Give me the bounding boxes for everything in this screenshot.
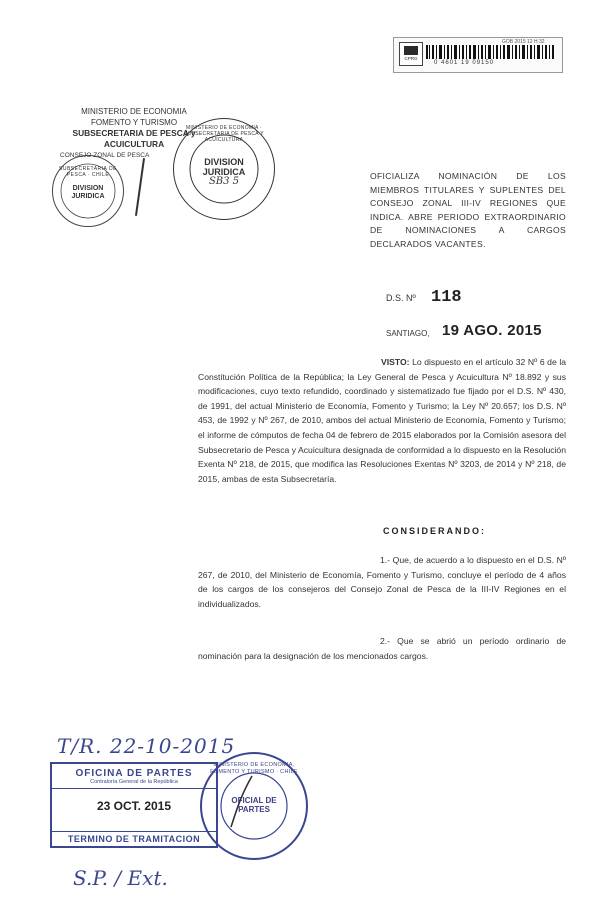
stamp-oficina-footer: TERMINO DE TRAMITACION: [52, 831, 216, 846]
stamp-center-ring-text: MINISTERIO DE ECONOMIA · SUBSECRETARIA DE PESCA Y ACUICULTURA: [184, 125, 264, 143]
stamp-center-handwritten: SB3 5: [208, 176, 240, 187]
subsecretaria-name: SUBSECRETARIA DE PESCA y ACUICULTURA: [72, 128, 196, 149]
barcode-logo: [399, 42, 423, 66]
visto-text: Lo dispuesto en el artículo 32 Nº 6 de la Constitución Política de la República; la Ley General de Pesca y Acuicultura Nº 18.892 y sus modificaciones, cuyo texto refundido, coordinado y sistematizado fue fijado por el D.S. Nº 430, de 1991, del actual Ministerio de Economía, Fomento y Turismo; la Ley Nº 20.657; los D.S. Nº 453, de 1992 y Nº 267, de 2010, ambos del actual Ministerio de Economía, Fomento y Turismo; el informe de cómputos de fecha 04 de febrero de 2015 elaborados por la Comisión asesora del Subsecretario de Pesca y Acuicultura designada de conformidad a lo dispuesto en la Resolución Exenta Nº 218, de 2015, que modifica las Resoluciones Exentas Nº 3203, de 2014 y Nº 218, de 2015, ambas de esta Subsecretaría.: [198, 357, 567, 484]
stamp-left-ring-text: SUBSECRETARIA DE PESCA · CHILE: [59, 166, 117, 178]
stamp-center-line1: DIVISION: [204, 157, 244, 167]
barcode-sticker: [393, 37, 563, 73]
barcode-logo-label: CPRG: [404, 56, 418, 61]
handwritten-check: [226, 772, 256, 832]
stamp-center-line2: JURIDICA: [202, 167, 246, 177]
consejo-name: CONSEJO ZONAL DE PESCA: [60, 152, 150, 159]
stamp-left-line2: JURIDICA: [71, 193, 105, 200]
decree-subject: OFICIALIZA NOMINACIÓN DE LOS MIEMBROS TITULARES Y SUPLENTES DEL CONSEJO ZONAL III-IV REGIONES QUE INDICA. ABRE PERIODO EXTRAORDINARIO DE NOMINACIONES A CARGOS DECLARADOS VACANTES.: [370, 171, 566, 249]
handwritten-mark: [135, 158, 145, 216]
ministry-subname: FOMENTO Y TURISMO: [90, 118, 178, 127]
stamp-oficina-date: 23 OCT. 2015: [96, 799, 172, 813]
handwritten-bottom-note: S.P. / Ext.: [73, 866, 168, 890]
stamp-oficina-subtitle: Contraloría General de la República: [52, 779, 216, 789]
stamp-partes-ring-text: MINISTERIO DE ECONOMIA, FOMENTO Y TURISMO · CHILE: [210, 762, 298, 775]
barcode-icon: [426, 45, 556, 59]
stamp-left-line1: DIVISION: [72, 185, 104, 192]
decree-place: SANTIAGO,: [386, 329, 430, 338]
stamp-oficina-partes: [50, 762, 218, 848]
stamp-division-juridica-center: [173, 118, 275, 220]
decree-date: 19 AGO. 2015: [442, 322, 542, 339]
considerando-item-1: 1.- Que, de acuerdo a lo dispuesto en el D.S. Nº 267, de 2010, del Ministerio de Economía, Fomento y Turismo, concluye el período de 4 años de los cargos de los consejeros del Consejo Zonal de Pesca de la III-IV Regiones en el individualizados.: [198, 555, 566, 609]
decree-number-label: D.S. Nº: [386, 293, 416, 303]
handwritten-tr-date: T/R. 22-10-2015: [57, 734, 236, 758]
stamp-partes-center: OFICIAL DE PARTES: [231, 796, 277, 814]
barcode-number: 0 4601 19 09150: [434, 60, 495, 66]
ministry-name: MINISTERIO DE ECONOMIA: [81, 107, 187, 116]
visto-label: VISTO:: [381, 357, 410, 367]
stamp-division-juridica-left: [52, 155, 124, 227]
visto-section: [198, 355, 566, 486]
barcode-top-text: GOB 2015 12 H 32: [502, 39, 545, 45]
considerando-title: CONSIDERANDO:: [383, 526, 487, 536]
considerando-item-2: 2.- Que se abrió un período ordinario de nominación para la designación de los mencionados cargos.: [198, 636, 566, 661]
decree-number: 118: [431, 288, 462, 307]
stamp-oficina-title: OFICINA DE PARTES: [75, 768, 193, 779]
